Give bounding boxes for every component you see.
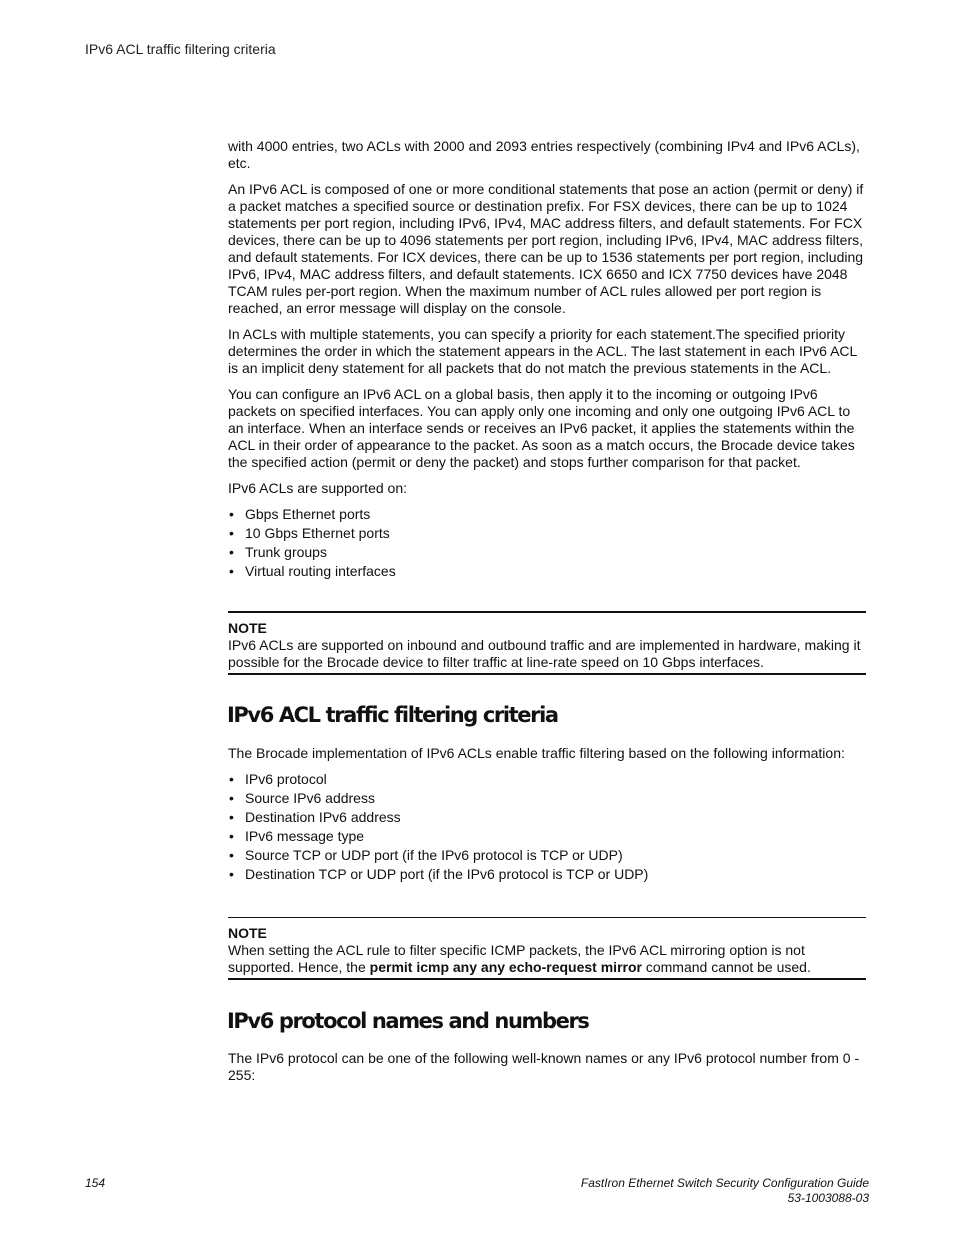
list-item: • Trunk groups xyxy=(228,543,868,562)
section-heading: IPv6 ACL traffic filtering criteria xyxy=(227,703,558,727)
paragraph: An IPv6 ACL is composed of one or more conditional statements that pose an action (permit or deny) if a packet matches a specified source or destination prefix. For FSX devices, there can be up to 1024 statements per port region, including IPv6, IPv4, MAC address filters, and default statements. For FCX devices, there can be up to 4096 statements per port region, including IPv6, IPv4, MAC address filters, and default statements. For ICX devices, there can be up to 1536 statements per port region, including IPv6, IPv4, MAC address filters, and default statements. ICX 6650 and ICX 7750 devices have 2048 TCAM rules per-port region. When the maximum number of ACL rules allowed per port region is reached, an error message will display on the console. xyxy=(228,181,864,316)
paragraph: The IPv6 protocol can be one of the following well-known names or any IPv6 protocol number from 0 - 255: xyxy=(228,1050,860,1083)
list-item: • Gbps Ethernet ports xyxy=(228,505,868,524)
section-heading: IPv6 protocol names and numbers xyxy=(227,1009,589,1033)
supported-list xyxy=(228,505,868,581)
paragraph: with 4000 entries, two ACLs with 2000 and 2093 entries respectively (combining IPv4 and IPv6 ACLs), etc. xyxy=(228,138,860,171)
protocol-names-section xyxy=(228,1050,868,1084)
note-text-part: command cannot be used. xyxy=(641,959,811,975)
note-top-rule xyxy=(228,917,866,918)
note-top-rule xyxy=(228,611,866,613)
note-box xyxy=(228,917,866,980)
list-item: • IPv6 message type xyxy=(228,827,868,846)
note-label: NOTE xyxy=(228,925,267,941)
paragraph: The Brocade implementation of IPv6 ACLs enable traffic filtering based on the following information: xyxy=(228,745,845,761)
paragraph: IPv6 ACLs are supported on: xyxy=(228,480,407,496)
note-bottom-rule xyxy=(228,978,866,980)
list-item: • Source TCP or UDP port (if the IPv6 protocol is TCP or UDP) xyxy=(228,846,868,865)
note-text-part: When setting the ACL rule to filter specific ICMP packets, the IPv6 ACL mirroring option is not supported. Hence, the xyxy=(228,942,805,975)
filtering-criteria-section xyxy=(228,745,868,884)
running-header: IPv6 ACL traffic filtering criteria xyxy=(85,41,276,57)
list-item: • 10 Gbps Ethernet ports xyxy=(228,524,868,543)
footer-info xyxy=(581,1176,869,1206)
criteria-list xyxy=(228,770,868,884)
note-text xyxy=(228,942,866,976)
doc-number: 53-1003088-03 xyxy=(787,1191,869,1205)
page-number: 154 xyxy=(85,1176,106,1190)
list-item: • Virtual routing interfaces xyxy=(228,562,868,581)
intro-section xyxy=(228,138,868,581)
guide-title: FastIron Ethernet Switch Security Configuration Guide xyxy=(580,1176,869,1190)
note-label: NOTE xyxy=(228,620,267,636)
command-text: permit icmp any any echo-request mirror xyxy=(369,959,642,975)
note-text: IPv6 ACLs are supported on inbound and outbound traffic and are implemented in hardware, making it possible for the Brocade device to filter traffic at line-rate speed on 10 Gbps interfaces. xyxy=(228,637,861,670)
list-item: • Destination IPv6 address xyxy=(228,808,868,827)
note-bottom-rule xyxy=(228,673,866,675)
list-item: • Destination TCP or UDP port (if the IPv6 protocol is TCP or UDP) xyxy=(228,865,868,884)
note-box xyxy=(228,611,866,675)
list-item: • IPv6 protocol xyxy=(228,770,868,789)
list-item: • Source IPv6 address xyxy=(228,789,868,808)
paragraph: In ACLs with multiple statements, you can specify a priority for each statement.The specified priority determines the order in which the statement appears in the ACL. The last statement in each IPv6 ACL is an implicit deny statement for all packets that do not match the previous statements in the ACL. xyxy=(228,326,857,376)
paragraph: You can configure an IPv6 ACL on a global basis, then apply it to the incoming or outgoing IPv6 packets on specified interfaces. You can apply only one incoming and only one outgoing IPv6 ACL to an interface. When an interface sends or receives an IPv6 packet, it applies the statements within the ACL in their order of appearance to the packet. As soon as a match occurs, the Brocade device takes the specified action (permit or deny the packet) and stops further comparison for that packet. xyxy=(228,386,855,470)
